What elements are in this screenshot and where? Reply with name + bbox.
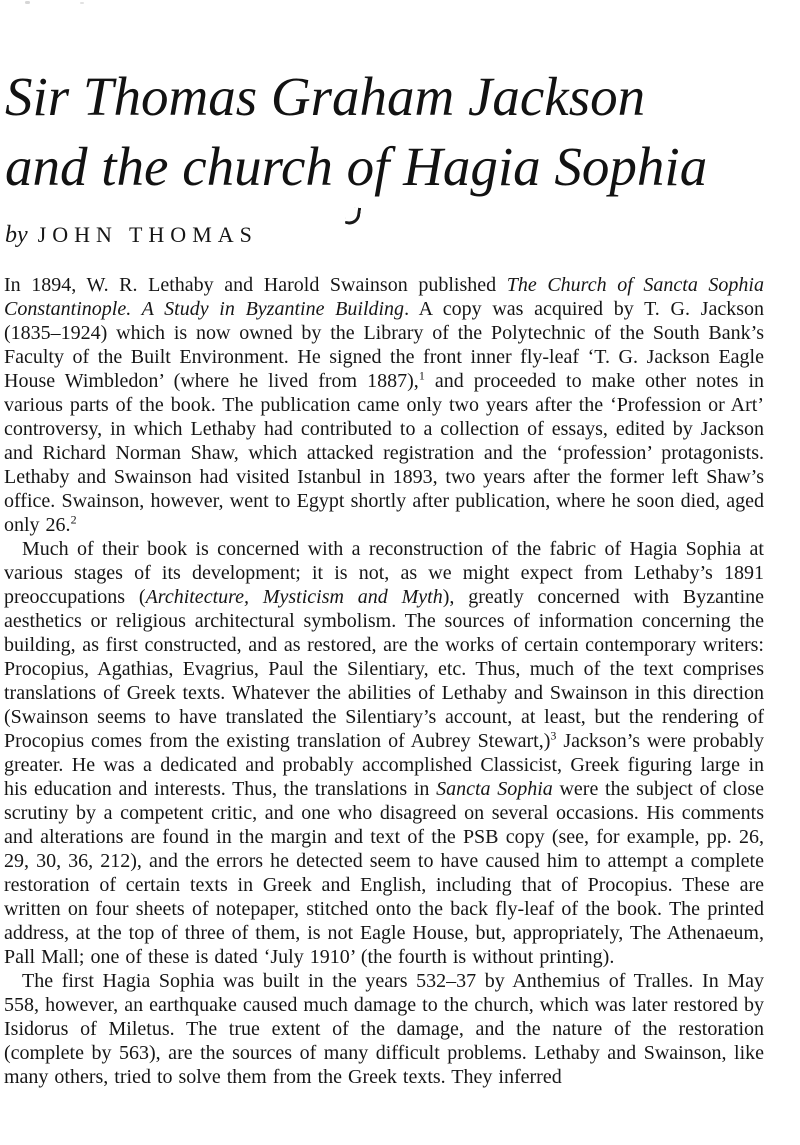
title-line-1: Sir Thomas Graham Jackson — [5, 66, 646, 127]
paragraph — [4, 273, 764, 537]
text-run: Much of their book is concerned with a reconstruction of the fabric of Hagia Sophia at various stages of its development; it is not, as we might expect from Lethaby’s 1891 preoccupations ( — [4, 538, 764, 608]
book-title: Sancta Sophia — [436, 778, 553, 800]
book-title: The Church of Sancta Sophia Constantinople. A Study in Byzantine Building — [4, 274, 764, 320]
byline-author: JOHN THOMAS — [37, 222, 258, 247]
paragraph — [4, 537, 764, 969]
text-run: ), greatly concerned with Byzantine aesthetics or religious architectural symbolism. The sources of information concerning the building, as first constructed, and as restored, are the works of certain contemporary writers: Procopius, Agathias, Evagrius, Paul the Silentiary, etc. Thus, much of the text comprises translations of Greek texts. Whatever the abilities of Lethaby and Swainson in this direction (Swainson seems to have translated the Silentiary’s account, at least, but the rendering of Procopius comes from the existing translation of Aubrey Stewart,) — [4, 586, 764, 752]
text-run: In 1894, W. R. Lethaby and Harold Swainson published — [4, 274, 507, 296]
text-run: Jackson’s were probably greater. He was a dedicated and probably accomplished Classicist, Greek figuring large in his education and interests. Thus, the translations in — [4, 730, 764, 800]
paragraph — [4, 969, 764, 1089]
article-title — [5, 62, 800, 202]
text-run: and proceeded to make other notes in various parts of the book. The publication came only two years after the ‘Profession or Art’ controversy, in which Lethaby had contributed to a collection of essays, edited by Jackson and Richard Norman Shaw, which attacked registration and the ‘profession’ protagonists. Lethaby and Swainson had visited Istanbul in 1893, two years after the former left Shaw’s office. Swainson, however, went to Egypt shortly after publication, where he soon died, aged only 26. — [4, 370, 764, 536]
footnote-marker: 3 — [550, 728, 557, 743]
byline-prefix: by — [5, 222, 28, 248]
scan-speck — [25, 1, 30, 4]
footnote-marker: 1 — [418, 368, 425, 383]
title-line-2: and the church of Hagia Sophia — [5, 136, 708, 197]
article-header — [0, 0, 800, 249]
text-run: . A copy was acquired by T. G. Jackson (1835–1924) which is now owned by the Library of the Polytechnic of the South Bank’s Faculty of the Built Environment. He signed the front inner fly-leaf ‘T. G. Jackson Eagle House Wimbledon’ (where he lived from 1887), — [4, 298, 765, 392]
text-run: The first Hagia Sophia was built in the years 532–37 by Anthemius of Tralles. In May 558, however, an earthquake caused much damage to the church, which was later restored by Isidorus of Miletus. The true extent of the damage, and the nature of the restoration (complete by 563), are the sources of many difficult problems. Lethaby and Swainson, like many others, tried to solve them from the Greek texts. They inferred — [4, 970, 764, 1088]
article-body — [0, 273, 764, 1089]
footnote-marker: 2 — [70, 512, 77, 527]
text-run: were the subject of close scrutiny by a competent critic, and one who disagreed on several occasions. His comments and alterations are found in the margin and text of the PSB copy (see, for example, pp. 26, 29, 30, 36, 212), and the errors he detected seem to have caused him to attempt a complete restoration of certain texts in Greek and English, including that of Procopius. These are written on four sheets of notepaper, stitched onto the back fly-leaf of the book. The printed address, at the top of three of them, is not Eagle House, but, appropriately, The Athenaeum, Pall Mall; one of these is dated ‘July 1910’ (the fourth is without printing). — [4, 778, 764, 968]
byline — [5, 222, 800, 249]
scan-speck — [80, 2, 84, 4]
book-title: Architecture, Mysticism and Myth — [145, 586, 443, 608]
